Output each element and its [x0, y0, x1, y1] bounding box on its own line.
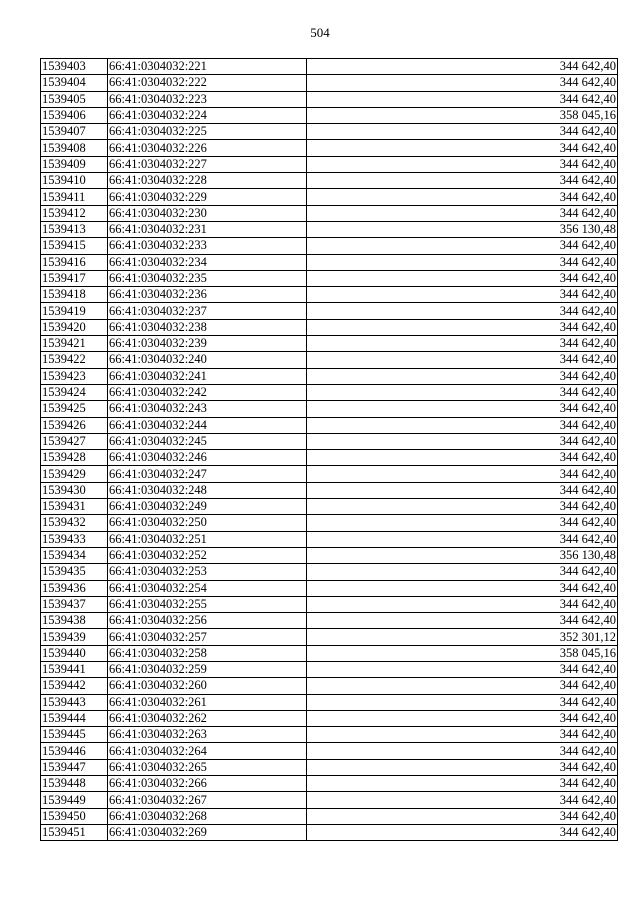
record-number-cell: 1539426	[41, 417, 108, 433]
value-cell: 344 642,40	[307, 59, 618, 75]
cadastral-number-cell: 66:41:0304032:230	[108, 205, 307, 221]
cadastral-number-cell: 66:41:0304032:229	[108, 189, 307, 205]
value-cell: 344 642,40	[307, 531, 618, 547]
record-number-cell: 1539415	[41, 238, 108, 254]
value-cell: 344 642,40	[307, 678, 618, 694]
value-cell: 344 642,40	[307, 124, 618, 140]
cadastral-number-cell: 66:41:0304032:267	[108, 792, 307, 808]
cadastral-number-cell: 66:41:0304032:225	[108, 124, 307, 140]
value-cell: 344 642,40	[307, 384, 618, 400]
record-number-cell: 1539440	[41, 645, 108, 661]
record-number-cell: 1539410	[41, 173, 108, 189]
table-row	[41, 319, 618, 335]
value-cell: 344 642,40	[307, 564, 618, 580]
table-row	[41, 303, 618, 319]
table-row	[41, 776, 618, 792]
cadastral-number-cell: 66:41:0304032:251	[108, 531, 307, 547]
value-cell: 344 642,40	[307, 352, 618, 368]
record-number-cell: 1539411	[41, 189, 108, 205]
cadastral-number-cell: 66:41:0304032:226	[108, 140, 307, 156]
record-number-cell: 1539450	[41, 808, 108, 824]
cadastral-number-cell: 66:41:0304032:244	[108, 417, 307, 433]
cadastral-number-cell: 66:41:0304032:224	[108, 107, 307, 123]
record-number-cell: 1539442	[41, 678, 108, 694]
table-row	[41, 824, 618, 840]
record-number-cell: 1539422	[41, 352, 108, 368]
cadastral-number-cell: 66:41:0304032:258	[108, 645, 307, 661]
record-number-cell: 1539413	[41, 221, 108, 237]
cadastral-number-cell: 66:41:0304032:236	[108, 287, 307, 303]
value-cell: 344 642,40	[307, 515, 618, 531]
cadastral-number-cell: 66:41:0304032:266	[108, 776, 307, 792]
value-cell: 344 642,40	[307, 303, 618, 319]
cadastral-number-cell: 66:41:0304032:255	[108, 596, 307, 612]
cadastral-number-cell: 66:41:0304032:268	[108, 808, 307, 824]
table-row	[41, 710, 618, 726]
record-number-cell: 1539409	[41, 156, 108, 172]
cadastral-number-cell: 66:41:0304032:222	[108, 75, 307, 91]
value-cell: 344 642,40	[307, 710, 618, 726]
cadastral-number-cell: 66:41:0304032:254	[108, 580, 307, 596]
cadastral-number-cell: 66:41:0304032:264	[108, 743, 307, 759]
table-row	[41, 759, 618, 775]
record-number-cell: 1539434	[41, 547, 108, 563]
value-cell: 344 642,40	[307, 613, 618, 629]
cadastral-number-cell: 66:41:0304032:237	[108, 303, 307, 319]
table-row	[41, 352, 618, 368]
table-row	[41, 238, 618, 254]
value-cell: 356 130,48	[307, 547, 618, 563]
record-number-cell: 1539419	[41, 303, 108, 319]
cadastral-number-cell: 66:41:0304032:257	[108, 629, 307, 645]
table-row	[41, 205, 618, 221]
cadastral-number-cell: 66:41:0304032:235	[108, 270, 307, 286]
cadastral-number-cell: 66:41:0304032:265	[108, 759, 307, 775]
cadastral-number-cell: 66:41:0304032:250	[108, 515, 307, 531]
value-cell: 344 642,40	[307, 580, 618, 596]
table-row	[41, 59, 618, 75]
cadastral-number-cell: 66:41:0304032:241	[108, 368, 307, 384]
value-cell: 344 642,40	[307, 319, 618, 335]
record-number-cell: 1539449	[41, 792, 108, 808]
record-number-cell: 1539406	[41, 107, 108, 123]
cadastral-number-cell: 66:41:0304032:260	[108, 678, 307, 694]
cadastral-number-cell: 66:41:0304032:221	[108, 59, 307, 75]
table-row	[41, 645, 618, 661]
cadastral-number-cell: 66:41:0304032:246	[108, 450, 307, 466]
record-number-cell: 1539445	[41, 727, 108, 743]
table-row	[41, 401, 618, 417]
cadastral-number-cell: 66:41:0304032:239	[108, 336, 307, 352]
table-row	[41, 531, 618, 547]
record-number-cell: 1539436	[41, 580, 108, 596]
cadastral-number-cell: 66:41:0304032:247	[108, 466, 307, 482]
table-row	[41, 156, 618, 172]
cadastral-number-cell: 66:41:0304032:269	[108, 824, 307, 840]
record-number-cell: 1539427	[41, 433, 108, 449]
table-row	[41, 91, 618, 107]
table-row	[41, 661, 618, 677]
table-row	[41, 466, 618, 482]
value-cell: 356 130,48	[307, 221, 618, 237]
record-number-cell: 1539407	[41, 124, 108, 140]
table-row	[41, 384, 618, 400]
table-row	[41, 173, 618, 189]
value-cell: 344 642,40	[307, 792, 618, 808]
record-number-cell: 1539433	[41, 531, 108, 547]
cadastral-number-cell: 66:41:0304032:227	[108, 156, 307, 172]
cadastral-number-cell: 66:41:0304032:262	[108, 710, 307, 726]
value-cell: 344 642,40	[307, 205, 618, 221]
value-cell: 344 642,40	[307, 189, 618, 205]
value-cell: 344 642,40	[307, 759, 618, 775]
record-number-cell: 1539443	[41, 694, 108, 710]
record-number-cell: 1539432	[41, 515, 108, 531]
value-cell: 344 642,40	[307, 173, 618, 189]
table-row	[41, 75, 618, 91]
table-row	[41, 124, 618, 140]
table-row	[41, 694, 618, 710]
table-row	[41, 596, 618, 612]
record-number-cell: 1539412	[41, 205, 108, 221]
value-cell: 344 642,40	[307, 401, 618, 417]
record-number-cell: 1539446	[41, 743, 108, 759]
value-cell: 358 045,16	[307, 645, 618, 661]
record-number-cell: 1539451	[41, 824, 108, 840]
cadastral-number-cell: 66:41:0304032:243	[108, 401, 307, 417]
value-cell: 344 642,40	[307, 596, 618, 612]
table-row	[41, 808, 618, 824]
record-number-cell: 1539425	[41, 401, 108, 417]
table-row	[41, 107, 618, 123]
cadastral-number-cell: 66:41:0304032:248	[108, 482, 307, 498]
cadastral-number-cell: 66:41:0304032:242	[108, 384, 307, 400]
cadastral-number-cell: 66:41:0304032:240	[108, 352, 307, 368]
table-row	[41, 221, 618, 237]
value-cell: 344 642,40	[307, 433, 618, 449]
value-cell: 344 642,40	[307, 270, 618, 286]
value-cell: 344 642,40	[307, 336, 618, 352]
value-cell: 344 642,40	[307, 776, 618, 792]
record-number-cell: 1539441	[41, 661, 108, 677]
cadastral-number-cell: 66:41:0304032:249	[108, 499, 307, 515]
cadastral-number-cell: 66:41:0304032:261	[108, 694, 307, 710]
table-row	[41, 417, 618, 433]
record-number-cell: 1539421	[41, 336, 108, 352]
cadastral-number-cell: 66:41:0304032:256	[108, 613, 307, 629]
table-row	[41, 287, 618, 303]
table-row	[41, 792, 618, 808]
record-number-cell: 1539429	[41, 466, 108, 482]
value-cell: 344 642,40	[307, 91, 618, 107]
record-number-cell: 1539430	[41, 482, 108, 498]
value-cell: 344 642,40	[307, 287, 618, 303]
table-row	[41, 727, 618, 743]
table-row	[41, 450, 618, 466]
cadastral-number-cell: 66:41:0304032:231	[108, 221, 307, 237]
table-row	[41, 743, 618, 759]
cadastral-number-cell: 66:41:0304032:233	[108, 238, 307, 254]
value-cell: 344 642,40	[307, 743, 618, 759]
table-row	[41, 433, 618, 449]
record-number-cell: 1539423	[41, 368, 108, 384]
record-number-cell: 1539420	[41, 319, 108, 335]
record-number-cell: 1539438	[41, 613, 108, 629]
record-number-cell: 1539417	[41, 270, 108, 286]
table-row	[41, 580, 618, 596]
value-cell: 344 642,40	[307, 417, 618, 433]
table-row	[41, 368, 618, 384]
record-number-cell: 1539408	[41, 140, 108, 156]
record-number-cell: 1539444	[41, 710, 108, 726]
table-row	[41, 336, 618, 352]
record-number-cell: 1539437	[41, 596, 108, 612]
table-row	[41, 254, 618, 270]
record-number-cell: 1539447	[41, 759, 108, 775]
table-row	[41, 499, 618, 515]
record-number-cell: 1539403	[41, 59, 108, 75]
value-cell: 344 642,40	[307, 808, 618, 824]
record-number-cell: 1539405	[41, 91, 108, 107]
cadastral-number-cell: 66:41:0304032:252	[108, 547, 307, 563]
value-cell: 344 642,40	[307, 824, 618, 840]
value-cell: 344 642,40	[307, 694, 618, 710]
cadastral-number-cell: 66:41:0304032:228	[108, 173, 307, 189]
page-number: 504	[310, 25, 330, 40]
registry-table-body	[41, 59, 618, 841]
value-cell: 344 642,40	[307, 238, 618, 254]
table-row	[41, 140, 618, 156]
record-number-cell: 1539448	[41, 776, 108, 792]
table-row	[41, 270, 618, 286]
record-number-cell: 1539424	[41, 384, 108, 400]
cadastral-number-cell: 66:41:0304032:234	[108, 254, 307, 270]
cadastral-number-cell: 66:41:0304032:259	[108, 661, 307, 677]
table-row	[41, 613, 618, 629]
table-row	[41, 629, 618, 645]
value-cell: 344 642,40	[307, 450, 618, 466]
cadastral-number-cell: 66:41:0304032:245	[108, 433, 307, 449]
cadastral-number-cell: 66:41:0304032:263	[108, 727, 307, 743]
table-row	[41, 189, 618, 205]
table-row	[41, 547, 618, 563]
cadastral-number-cell: 66:41:0304032:253	[108, 564, 307, 580]
registry-table	[40, 58, 618, 841]
record-number-cell: 1539435	[41, 564, 108, 580]
record-number-cell: 1539418	[41, 287, 108, 303]
value-cell: 358 045,16	[307, 107, 618, 123]
record-number-cell: 1539431	[41, 499, 108, 515]
record-number-cell: 1539404	[41, 75, 108, 91]
value-cell: 344 642,40	[307, 727, 618, 743]
value-cell: 344 642,40	[307, 482, 618, 498]
table-row	[41, 564, 618, 580]
value-cell: 344 642,40	[307, 156, 618, 172]
value-cell: 344 642,40	[307, 140, 618, 156]
record-number-cell: 1539428	[41, 450, 108, 466]
record-number-cell: 1539439	[41, 629, 108, 645]
cadastral-number-cell: 66:41:0304032:238	[108, 319, 307, 335]
value-cell: 344 642,40	[307, 254, 618, 270]
table-row	[41, 678, 618, 694]
value-cell: 344 642,40	[307, 661, 618, 677]
table-row	[41, 515, 618, 531]
value-cell: 344 642,40	[307, 466, 618, 482]
value-cell: 344 642,40	[307, 75, 618, 91]
value-cell: 344 642,40	[307, 499, 618, 515]
cadastral-number-cell: 66:41:0304032:223	[108, 91, 307, 107]
value-cell: 344 642,40	[307, 368, 618, 384]
record-number-cell: 1539416	[41, 254, 108, 270]
value-cell: 352 301,12	[307, 629, 618, 645]
table-row	[41, 482, 618, 498]
